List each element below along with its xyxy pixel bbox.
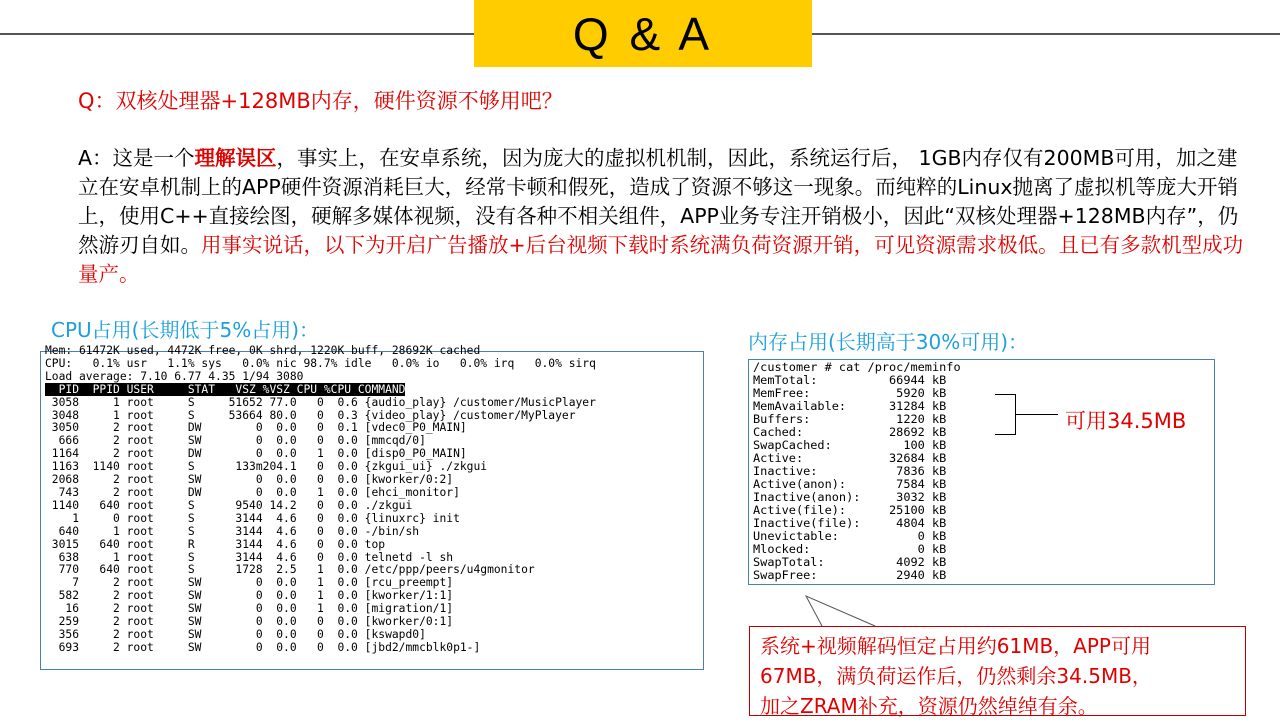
- available-bracket: [995, 394, 1016, 435]
- page-title: Q & A: [474, 0, 812, 67]
- meminfo-line: SwapTotal: 4092 kB: [753, 555, 947, 569]
- meminfo-line: Cached: 28692 kB: [753, 425, 947, 439]
- meminfo-line: Inactive: 7836 kB: [753, 464, 947, 478]
- answer-conclusion: 用事实说话，以下为开启广告播放+后台视频下载时系统满负荷资源开销，可见资源需求极低。且已有多款机型成功量产。: [78, 233, 1244, 286]
- process-row: 582 2 root SW 0 0.0 1 0.0 [kworker/1:1]: [45, 589, 454, 603]
- terminal-line: Mem: 61472K used, 4472K free, 0K shrd, 1220K buff, 28692K cached: [45, 344, 481, 357]
- meminfo-line: Mlocked: 0 kB: [753, 542, 947, 556]
- process-row: 3058 1 root S 51652 77.0 0 0.6 {audio_play} /customer/MusicPlayer: [45, 395, 596, 409]
- answer-body: ，事实上，在安卓系统，因为庞大的虚拟机机制，因此，系统运行后， 1GB内存仅有200MB可用，加之建立在安卓机制上的APP硬件资源消耗巨大，经常卡顿和假死，造成了资源不够这一现象。而纯粹的Linux抛离了虚拟机等庞大开销上，使用C++直接绘图，硬解多媒体视频，没有各种不相关组件，APP业务专注开销极小，因此“双核处理器+128MB内存”，仍然游刃自如。: [78, 146, 1239, 257]
- meminfo-line: MemTotal: 66944 kB: [753, 373, 947, 387]
- process-row: 3050 2 root DW 0 0.0 0 0.1 [vdec0_P0_MAIN]: [45, 421, 467, 435]
- process-row: 3048 1 root S 53664 80.0 0 0.3 {video_play} /customer/MyPlayer: [45, 408, 576, 422]
- process-row: 1 0 root S 3144 4.6 0 0.0 {linuxrc} init: [45, 511, 460, 525]
- meminfo-content: [753, 361, 961, 582]
- meminfo-terminal: [748, 359, 1215, 585]
- meminfo-command: /customer # cat /proc/meminfo: [753, 360, 961, 374]
- process-row: 666 2 root SW 0 0.0 0 0.0 [mmcqd/0]: [45, 434, 426, 448]
- process-row: 7 2 root SW 0 0.0 1 0.0 [rcu_preempt]: [45, 576, 454, 590]
- available-memory-label: 可用34.5MB: [1065, 409, 1187, 433]
- process-row: 638 1 root S 3144 4.6 0 0.0 telnetd -l sh: [45, 550, 454, 564]
- meminfo-line: Inactive(file): 4804 kB: [753, 516, 947, 530]
- answer-highlight: 理解误区: [194, 146, 277, 170]
- available-bracket-connector: [1015, 414, 1058, 415]
- callout-line: 加之ZRAM补充，资源仍然绰绰有余。: [760, 694, 1098, 718]
- mem-caption: 内存占用(长期高于30%可用)：: [748, 330, 1029, 354]
- meminfo-line: Active(anon): 7584 kB: [753, 477, 947, 491]
- answer-intro: A：这是一个: [78, 146, 195, 170]
- meminfo-line: Active(file): 25100 kB: [753, 503, 947, 517]
- meminfo-line: SwapCached: 100 kB: [753, 438, 947, 452]
- meminfo-line: Buffers: 1220 kB: [753, 412, 947, 426]
- summary-callout: [749, 626, 1246, 716]
- process-row: 356 2 root SW 0 0.0 0 0.0 [kswapd0]: [45, 627, 426, 641]
- meminfo-line: Active: 32684 kB: [753, 451, 947, 465]
- callout-line: 67MB，满负荷运作后，仍然剩余34.5MB，: [760, 664, 1152, 688]
- meminfo-line: MemAvailable: 31284 kB: [753, 399, 947, 413]
- process-row: 3015 640 root R 3144 4.6 0 0.0 top: [45, 537, 386, 551]
- question-text: Q：双核处理器+128MB内存，硬件资源不够用吧？: [78, 89, 563, 113]
- meminfo-line: Inactive(anon): 3032 kB: [753, 490, 947, 504]
- meminfo-line: Unevictable: 0 kB: [753, 529, 947, 543]
- process-row: 770 640 root S 1728 2.5 1 0.0 /etc/ppp/peers/u4gmonitor: [45, 563, 535, 577]
- process-row: 743 2 root DW 0 0.0 1 0.0 [ehci_monitor]: [45, 485, 460, 499]
- callout-line: 系统+视频解码恒定占用约61MB，APP可用: [760, 634, 1151, 658]
- process-table-header: PID PPID USER STAT VSZ %VSZ CPU %CPU COMMAND: [45, 382, 406, 396]
- cpu-caption: CPU占用(长期低于5%占用)：: [51, 318, 319, 342]
- process-row: 259 2 root SW 0 0.0 0 0.0 [kworker/0:1]: [45, 615, 454, 629]
- process-row: 1164 2 root DW 0 0.0 1 0.0 [disp0_P0_MAIN]: [45, 447, 467, 461]
- cpu-terminal: [40, 344, 704, 670]
- process-row: 693 2 root SW 0 0.0 0 0.0 [jbd2/mmcblk0p1-]: [45, 640, 481, 654]
- meminfo-line: SwapFree: 2940 kB: [753, 568, 947, 582]
- terminal-line: CPU: 0.1% usr 1.1% sys 0.0% nic 98.7% idle 0.0% io 0.0% irq 0.0% sirq: [45, 356, 596, 370]
- process-row: 1163 1140 root S 133m204.1 0 0.0 {zkgui_ui} ./zkgui: [45, 460, 488, 474]
- process-row: 16 2 root SW 0 0.0 1 0.0 [migration/1]: [45, 602, 454, 616]
- process-row: 2068 2 root SW 0 0.0 0 0.0 [kworker/0:2]: [45, 473, 454, 487]
- process-row: 640 1 root S 3144 4.6 0 0.0 -/bin/sh: [45, 524, 420, 538]
- meminfo-line: MemFree: 5920 kB: [753, 386, 947, 400]
- terminal-line: Load average: 7.10 6.77 4.35 1/94 3080: [45, 369, 304, 383]
- answer-paragraph: [78, 144, 1253, 289]
- process-row: 1140 640 root S 9540 14.2 0 0.0 ./zkgui: [45, 498, 413, 512]
- cpu-terminal-content: [45, 345, 596, 655]
